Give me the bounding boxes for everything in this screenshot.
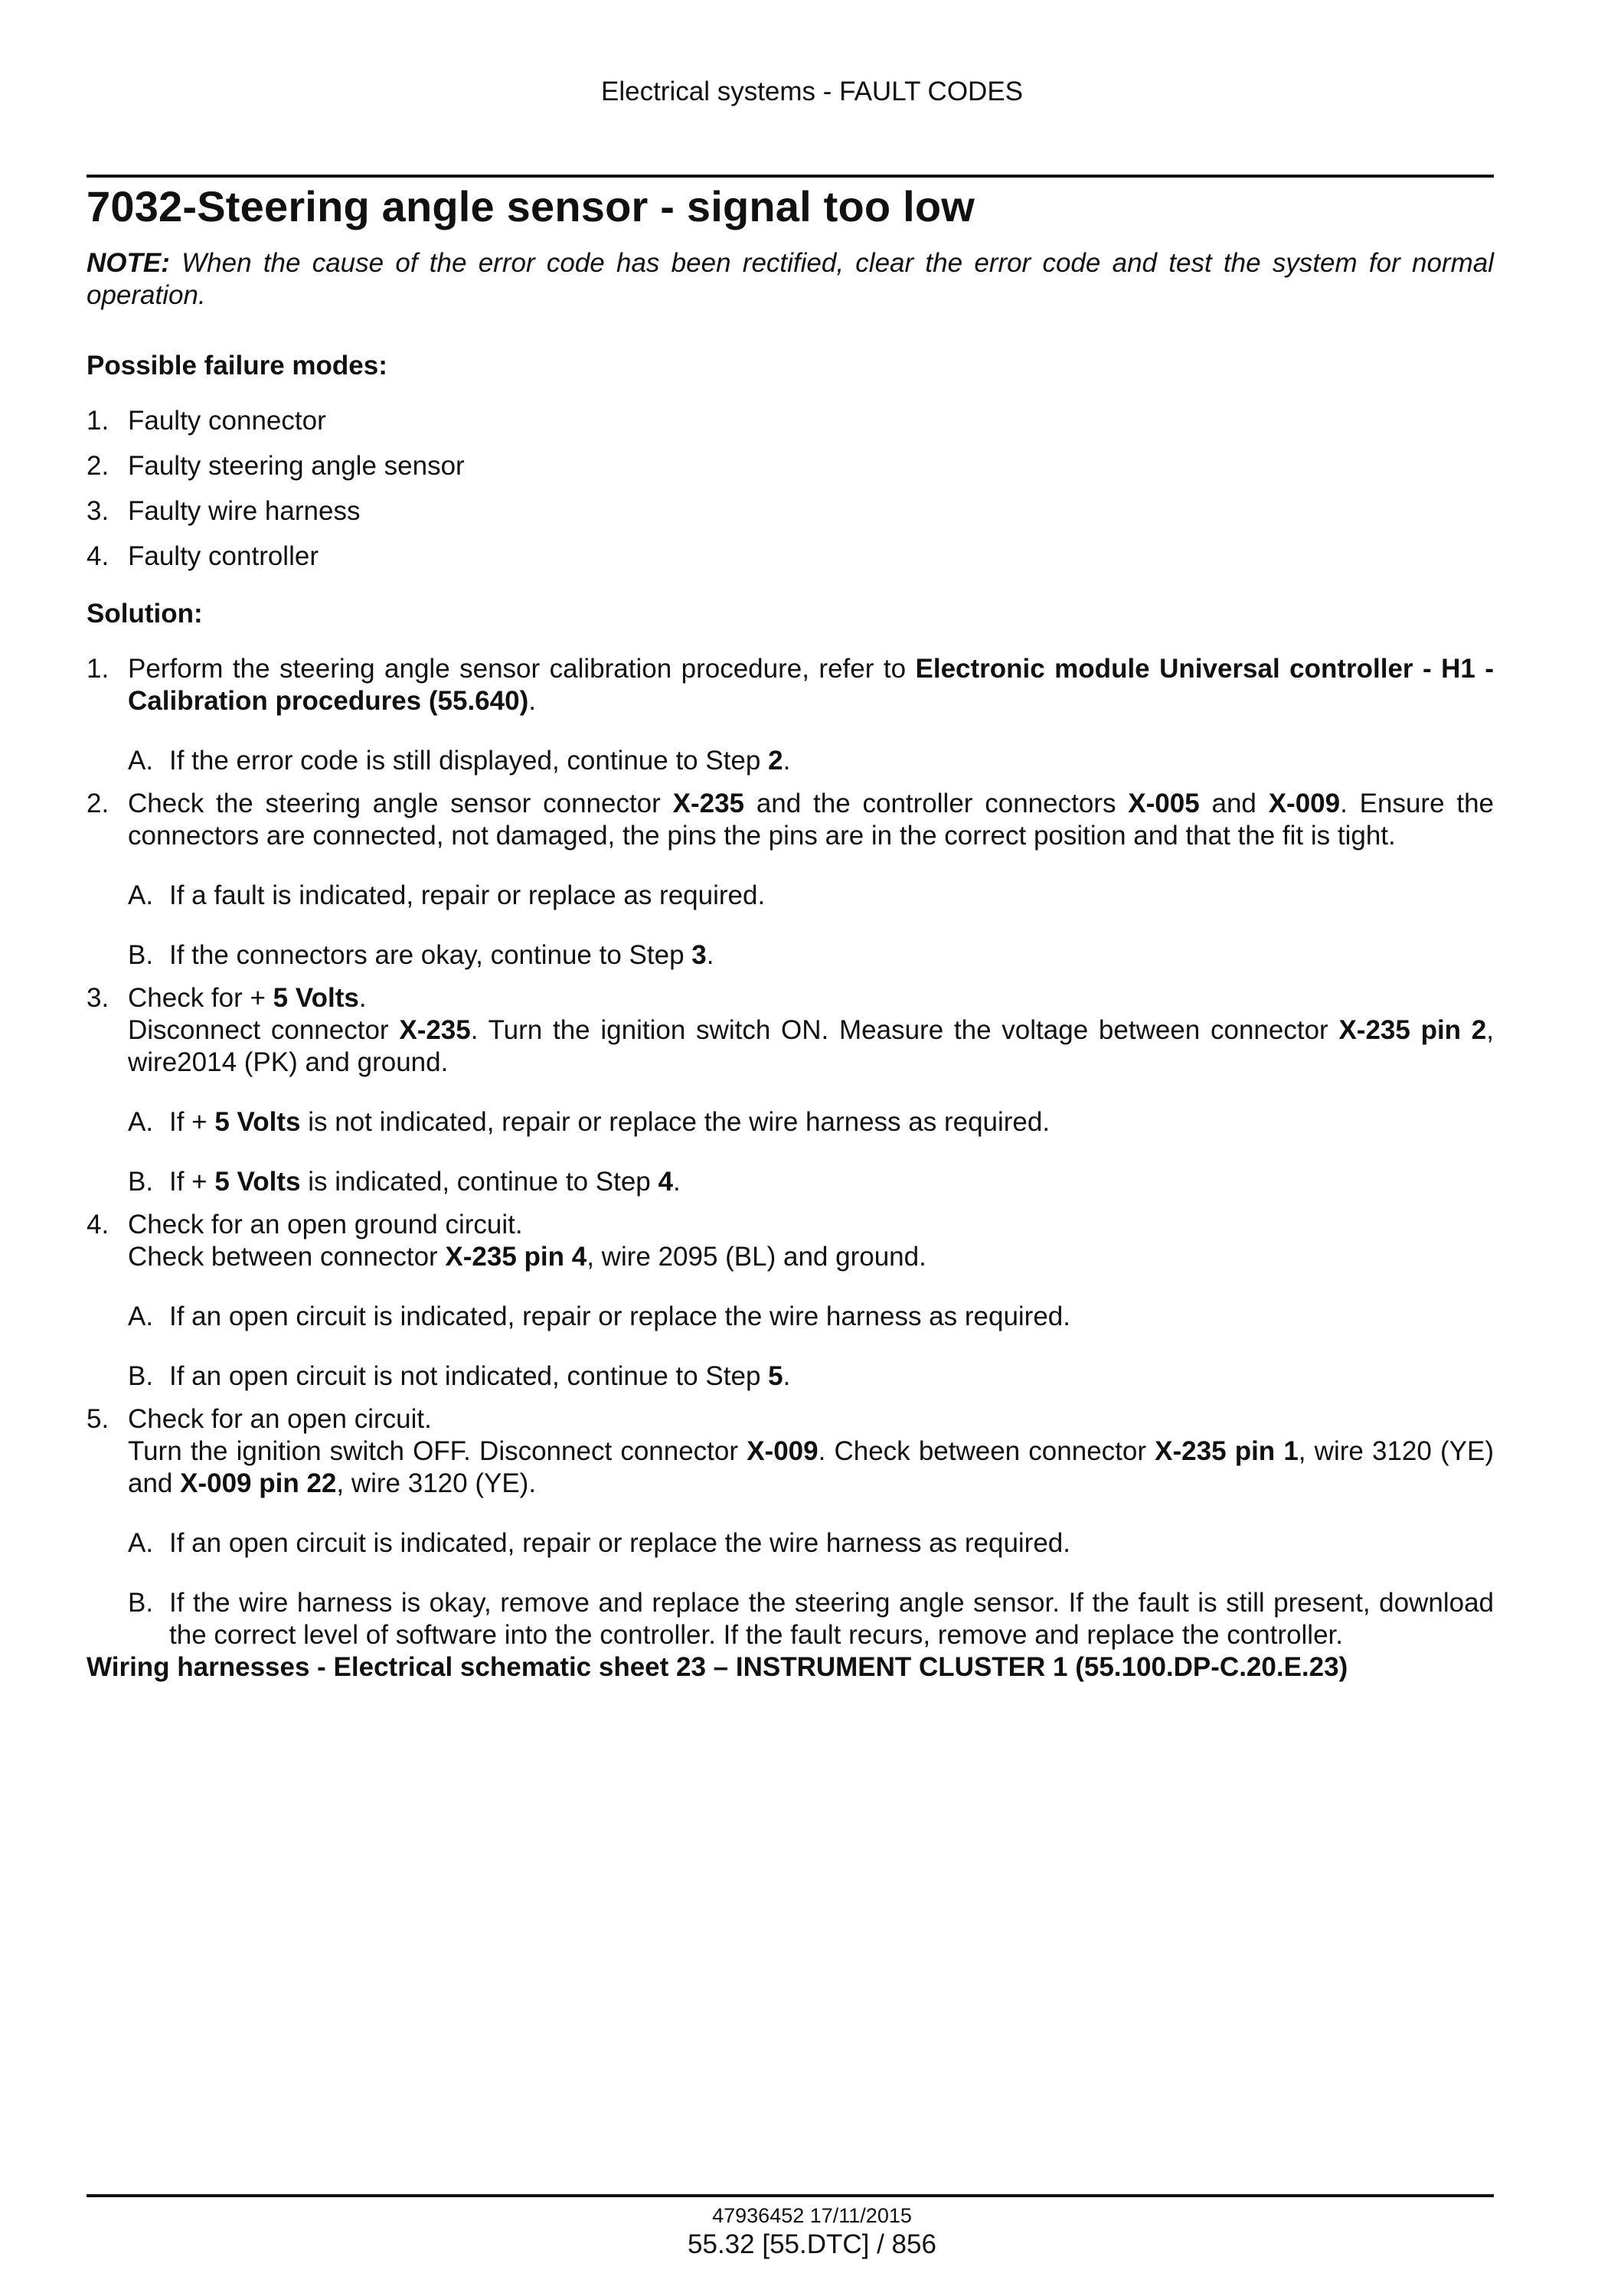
step-text (128, 788, 1494, 852)
step-3-substeps (128, 1106, 1494, 1198)
substep-text: If an open circuit is indicated, repair or replace the wire harness as required. (169, 1302, 1070, 1331)
list-item-text: Faulty steering angle sensor (128, 451, 465, 481)
step-text-part: and the controller connectors (744, 789, 1129, 818)
substep-text: If + (169, 1167, 215, 1197)
list-number: 1. (87, 406, 109, 436)
voltage-value: 5 Volts (214, 1107, 301, 1137)
list-item (87, 495, 1494, 527)
substep-marker: B. (128, 1361, 154, 1391)
step-text (128, 1014, 1494, 1079)
solution-steps (87, 653, 1494, 1651)
substep (128, 745, 1494, 777)
substep (128, 1527, 1494, 1560)
note-text: When the cause of the error code has been rectified, clear the error code and test the system for normal operation. (87, 248, 1494, 310)
step-text: Check for an open circuit. (128, 1404, 432, 1434)
step-text-part: , wire 3120 (YE) and (128, 1436, 1494, 1498)
substep-text: If a fault is indicated, repair or replace as required. (169, 880, 766, 910)
connector-id: X-235 (672, 789, 745, 818)
solution-step-1 (87, 653, 1494, 777)
step-text-part: Perform the steering angle sensor calibration procedure, refer to (128, 654, 916, 684)
step-text-part: . Ensure the connectors are connected, not damaged, the pins the pins are in the correct position and that the fit is tight. (128, 789, 1494, 851)
list-item-text: Faulty connector (128, 406, 326, 436)
substep-marker: A. (128, 746, 154, 776)
list-number: 4. (87, 541, 109, 571)
list-number: 2. (87, 451, 109, 481)
step-text-part: Disconnect connector (128, 1015, 400, 1045)
step-number: 3. (87, 983, 109, 1013)
step-2-substeps (128, 880, 1494, 972)
solution-step-3 (87, 982, 1494, 1198)
connector-id: X-009 (1268, 789, 1341, 818)
substep-marker: B. (128, 940, 154, 970)
page-title: 7032-Steering angle sensor - signal too low (87, 182, 975, 230)
step-reference: 2 (768, 746, 783, 776)
step-text-part: and (1199, 789, 1269, 818)
connector-pin: X-235 pin 1 (1155, 1436, 1299, 1466)
connector-id: X-235 (399, 1015, 471, 1045)
step-5-substeps (128, 1527, 1494, 1651)
list-item (87, 450, 1494, 482)
substep-marker: A. (128, 1302, 154, 1331)
substep (128, 1106, 1494, 1138)
substep-text: If an open circuit is indicated, repair or replace the wire harness as required. (169, 1528, 1070, 1558)
substep-marker: B. (128, 1588, 154, 1618)
substep-marker: B. (128, 1167, 154, 1197)
failure-modes-heading: Possible failure modes: (87, 351, 387, 380)
connector-pin: X-235 pin 2 (1338, 1015, 1487, 1045)
footer-page-reference: 55.32 [55.DTC] / 856 (688, 2229, 936, 2259)
list-number: 3. (87, 496, 109, 526)
substep-text: If an open circuit is not indicated, continue to Step (169, 1361, 769, 1391)
step-text-part: , wire 2095 (BL) and ground. (587, 1242, 926, 1272)
step-text-part: . Check between connector (818, 1436, 1155, 1466)
note-paragraph (87, 247, 1494, 312)
step-reference: 5 (768, 1361, 783, 1391)
solution-heading: Solution: (87, 599, 203, 629)
step-number: 4. (87, 1210, 109, 1239)
substep (128, 880, 1494, 912)
substep-text: . (783, 746, 791, 776)
step-reference: 3 (691, 940, 707, 970)
substep-marker: A. (128, 880, 154, 910)
substep (128, 1587, 1494, 1651)
running-header: Electrical systems - FAULT CODES (600, 77, 1024, 106)
voltage-value: 5 Volts (273, 983, 359, 1013)
note-label: NOTE: (87, 248, 170, 278)
step-text (128, 653, 1494, 717)
substep-text: . (706, 940, 714, 970)
solution-step-2 (87, 788, 1494, 972)
step-number: 5. (87, 1404, 109, 1434)
step-text: Check for an open ground circuit. (128, 1210, 523, 1239)
connector-pin: X-009 pin 22 (180, 1468, 337, 1498)
step-reference: 4 (658, 1167, 673, 1197)
step-number: 2. (87, 789, 109, 818)
substep (128, 1166, 1494, 1198)
substep-text: If the wire harness is okay, remove and replace the steering angle sensor. If the fault is still present, download the correct level of software into the controller. If the fault recurs, remove and replace the controller. (169, 1588, 1494, 1650)
substep (128, 939, 1494, 972)
step-text-part: . (528, 686, 536, 716)
step-number: 1. (87, 654, 109, 684)
substep-marker: A. (128, 1107, 154, 1137)
calibration-procedure-link[interactable]: Electronic module Universal controller - H1 - Calibration procedures (55.640) (128, 654, 1494, 716)
substep (128, 1301, 1494, 1333)
wiring-schematic-link[interactable]: Wiring harnesses - Electrical schematic sheet 23 – INSTRUMENT CLUSTER 1 (55.100.DP-C.20.E.23) (87, 1652, 1348, 1682)
substep-text: . (672, 1167, 681, 1197)
step-4-substeps (128, 1301, 1494, 1393)
page-content (87, 180, 1494, 1684)
connector-id: X-009 (747, 1436, 819, 1466)
top-divider (87, 175, 1494, 178)
voltage-value: 5 Volts (214, 1167, 301, 1197)
substep-text: is indicated, continue to Step (300, 1167, 658, 1197)
step-text-part: . Turn the ignition switch ON. Measure the voltage between connector (470, 1015, 1339, 1045)
step-text (128, 982, 1494, 1014)
substep-marker: A. (128, 1528, 154, 1558)
step-text-part: Check between connector (128, 1242, 446, 1272)
step-text-part: . (358, 983, 367, 1013)
step-text-part: Check for + (128, 983, 273, 1013)
substep-text: If the error code is still displayed, continue to Step (169, 746, 769, 776)
step-text-part: Check the steering angle sensor connector (128, 789, 673, 818)
connector-id: X-005 (1128, 789, 1200, 818)
substep-text: . (783, 1361, 791, 1391)
failure-modes-list (87, 405, 1494, 573)
step-text (128, 1241, 1494, 1273)
list-item-text: Faulty controller (128, 541, 319, 571)
step-1-substeps (128, 745, 1494, 777)
list-item (87, 405, 1494, 437)
substep-text: is not indicated, repair or replace the wire harness as required. (300, 1107, 1051, 1137)
bottom-divider (87, 2194, 1494, 2197)
footer-document-code: 47936452 17/11/2015 (712, 2204, 912, 2227)
list-item (87, 541, 1494, 573)
substep-text: If the connectors are okay, continue to Step (169, 940, 692, 970)
step-text (128, 1435, 1494, 1500)
substep-text: If + (169, 1107, 215, 1137)
list-item-text: Faulty wire harness (128, 496, 361, 526)
step-text-part: , wire2014 (PK) and ground. (128, 1015, 1495, 1077)
step-text-part: Turn the ignition switch OFF. Disconnect connector (128, 1436, 747, 1466)
solution-step-5 (87, 1403, 1494, 1651)
substep (128, 1360, 1494, 1393)
solution-step-4 (87, 1209, 1494, 1393)
step-text-part: , wire 3120 (YE). (336, 1468, 537, 1498)
connector-pin: X-235 pin 4 (445, 1242, 587, 1272)
